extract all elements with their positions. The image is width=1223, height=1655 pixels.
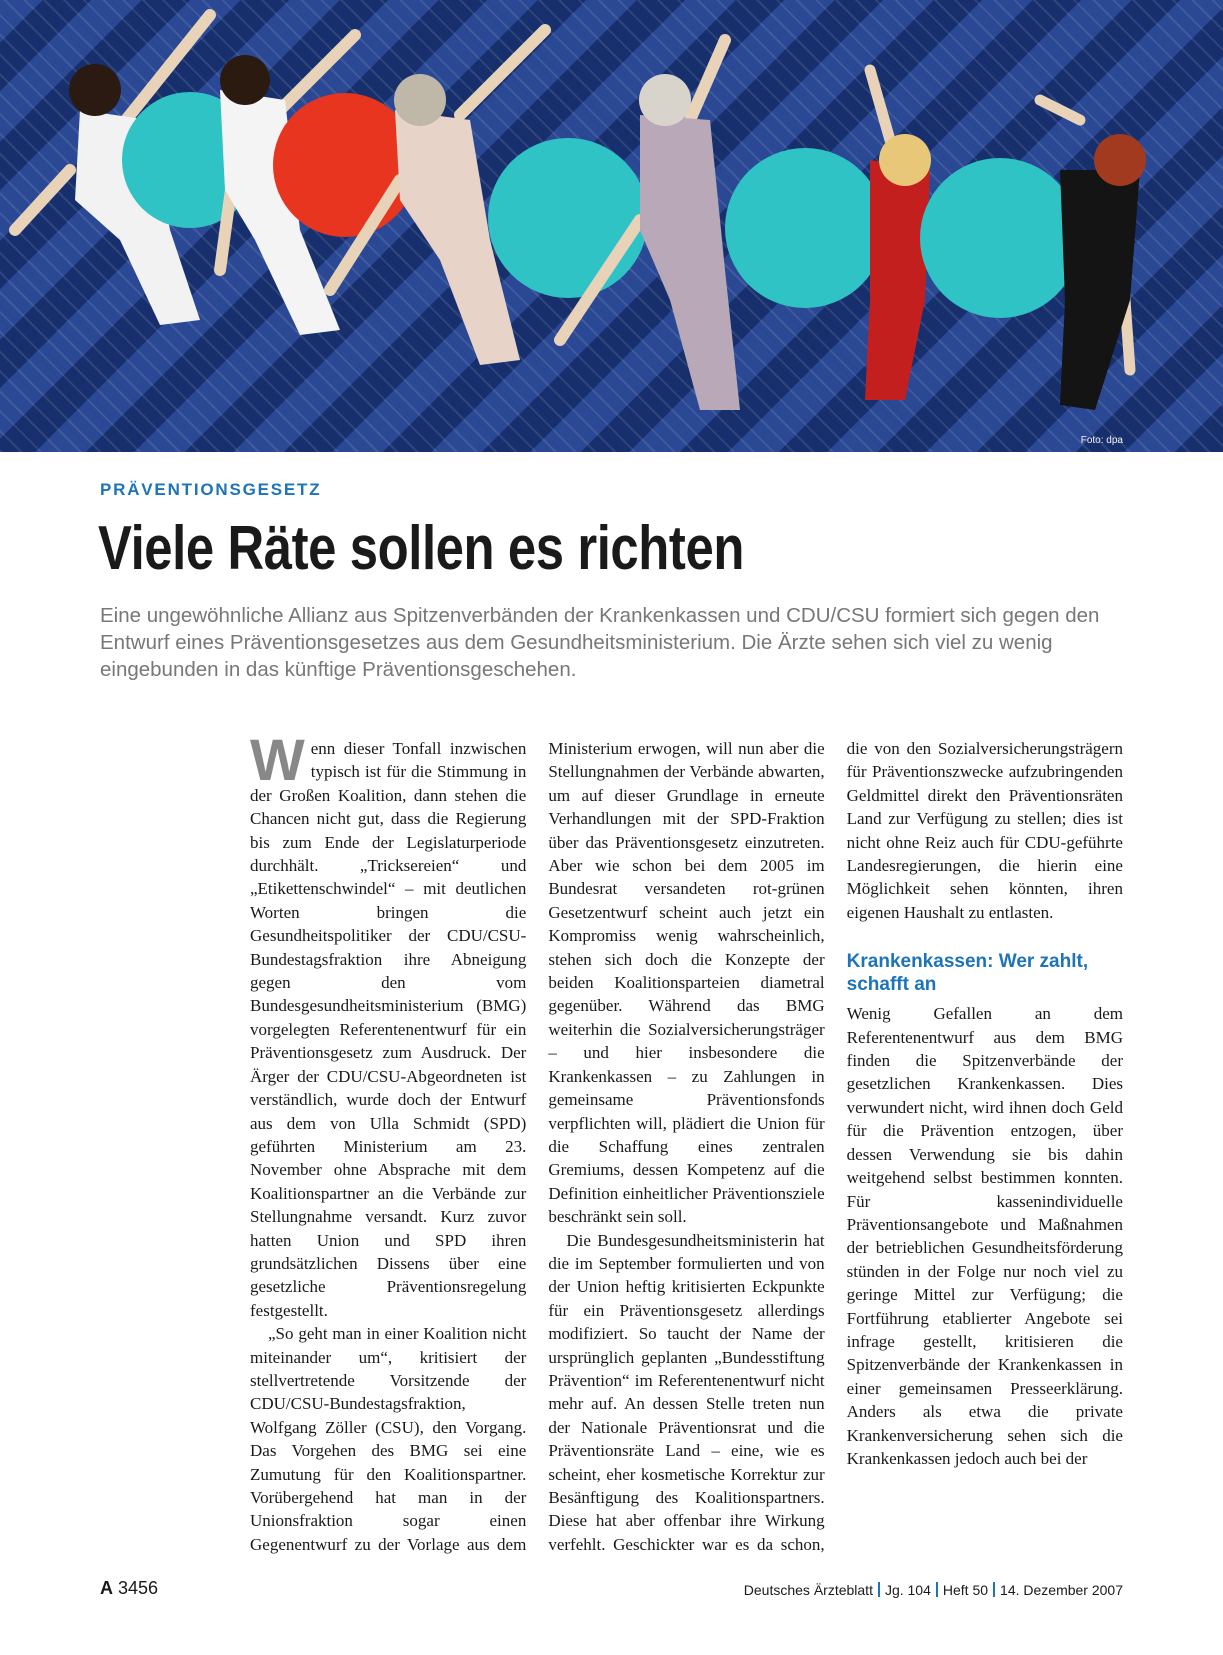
photo-credit: Foto: dpa	[1080, 435, 1123, 446]
journal-issue: Heft 50	[942, 1582, 989, 1598]
drop-cap: W	[250, 728, 305, 793]
article-body	[250, 728, 1123, 1557]
separator	[878, 1582, 880, 1597]
separator	[936, 1582, 938, 1597]
body-paragraph: Die Bundesgesundheitsministerin hat die im September formulierten und von der Union heftig kritisierten Eckpunkte für ein Präventionsgesetz allerdings modifiziert. So taucht der Name der ursprünglich geplanten „Bundesstiftung Prävention“ im Referentenentwurf nicht mehr auf. An dessen Stelle treten nun der Nationale Präventionsrat und die Präventionsräte Land – eine, wie es scheint, eher kosmetische Korrektur zur Besänftigung des Koalitionspartners. Diese hat aber offenbar ihre Wirkung verfehlt. Geschickter war es da schon, die von den Sozialversicherungsträgern für Präventionszwecke aufzubringenden Geldmittel direkt den Präventionsräten Land zur Verfügung zu stellen; dies ist nicht ohne Reiz auch für CDU-geführte Landesregierungen, die hierin eine Möglichkeit sehen könnten, ihren eigenen Haushalt zu entlasten.	[548, 739, 1123, 1554]
body-paragraph: „So geht man in einer Koalition nicht miteinander um“, kritisiert der stellvertretende Vorsitzende der CDU/CSU-Bundestagsfraktion, Wolfgang Zöller (CSU), den Vorgang. Das Vorgehen des BMG sei eine Zumutung für den Koalitionspartner. Vorübergehend hat man in der Unionsfraktion sogar einen Gegenentwurf zu der Vorlage aus dem Ministerium erwogen, will nun aber die Stellungnahmen der Verbände abwarten, um auf dieser Grundlage in erneute Verhandlungen mit der SPD-Fraktion über das Präventionsgesetz einzutreten. Aber wie schon bei dem 2005 im Bundesrat versandeten rot-grünen Gesetzentwurf scheint auch jetzt ein Kompromiss wenig wahrscheinlich, stehen sich doch die Konzepte der beiden Koalitionsparteien diametral gegenüber. Während das BMG weiterhin die Sozialversicherungsträger – und hier insbesondere die Krankenkassen – zu Zahlungen in gemeinsame Präventionsfonds verpflichten will, plädiert die Union für die Schaffung eines zentralen Gremiums, dessen Kompetenz auf die Definition einheitlicher Präventionsziele beschränkt sein soll.	[250, 739, 825, 1554]
body-paragraph-text: enn dieser Tonfall inzwischen typisch ist für die Stimmung in der Großen Koalition, dann stehen die Chancen nicht gut, dass die Regierung bis zum Ende der Legislaturperiode durchhält. „Tricksereien“ und „Etikettenschwindel“ – mit deutlichen Worten bringen die Gesundheitspolitiker der CDU/CSU-Bundestagsfraktion ihre Abneigung gegen den vom Bundesgesundheitsministerium (BMG) vorgelegten Referentenentwurf für ein Präventionsgesetz zum Ausdruck. Der Ärger der CDU/CSU-Abgeordneten ist verständlich, wurde doch der Entwurf aus dem von Ulla Schmidt (SPD) geführten Ministerium am 23. November ohne Absprache mit dem Koalitionspartner an die Verbände zur Stellungnahme versandt. Kurz zuvor hatten Union und SPD ihren grundsätzlichen Dissens über eine gesetzliche Präventionsregelung festgestellt.	[250, 739, 527, 1320]
ball-turquoise	[920, 158, 1080, 318]
section-kicker: PRÄVENTIONSGESETZ	[100, 480, 322, 499]
journal-volume: Jg. 104	[884, 1582, 931, 1598]
hero-photo	[0, 0, 1223, 452]
body-paragraph	[250, 728, 527, 1322]
separator	[993, 1582, 995, 1597]
body-paragraph: Wenig Gefallen an dem Referentenentwurf aus dem BMG finden die Spitzenverbände der gesetzlichen Krankenkassen. Dies verwundert nicht, wird ihnen doch Geld für die Prävention entzogen, über dessen Verwendung sie bis dahin weitgehend selbst bestimmen konnten. Für kassenindividuelle Präventionsangebote und Maßnahmen der betrieblichen Gesundheitsförderung stünden in der Folge nur noch viel zu geringe Mittel zur Verfügung; die Fortführung etablierter Angebote sei infrage gestellt, kritisieren die Spitzenverbände der Krankenkassen in einer gemeinsamen Presseerklärung. Anders als etwa die private Krankenversicherung sehen sich die Krankenkassen jedoch auch bei der	[846, 1004, 1123, 1468]
journal-name: Deutsches Ärzteblatt	[743, 1582, 873, 1598]
journal-info	[744, 1582, 1123, 1598]
journal-date: 14. Dezember 2007	[1000, 1582, 1123, 1598]
photo-scene	[0, 0, 1223, 452]
page-prefix: A	[100, 1578, 113, 1598]
article-lead: Eine ungewöhnliche Allianz aus Spitzenverbänden der Krankenkassen und CDU/CSU formiert sich gegen den Entwurf eines Präventionsgesetzes aus dem Gesundheitsministerium. Die Ärzte sehen sich viel zu wenig eingebunden in das künftige Präventionsgeschehen.	[100, 604, 1100, 681]
ball-turquoise	[488, 138, 648, 298]
article-title: Viele Räte sollen es richten	[98, 514, 744, 583]
page-number	[100, 1578, 158, 1599]
page-number-value: 3456	[118, 1578, 159, 1598]
subheading: Krankenkassen: Wer zahlt, schafft an	[846, 951, 1089, 996]
ball-turquoise	[725, 148, 885, 308]
